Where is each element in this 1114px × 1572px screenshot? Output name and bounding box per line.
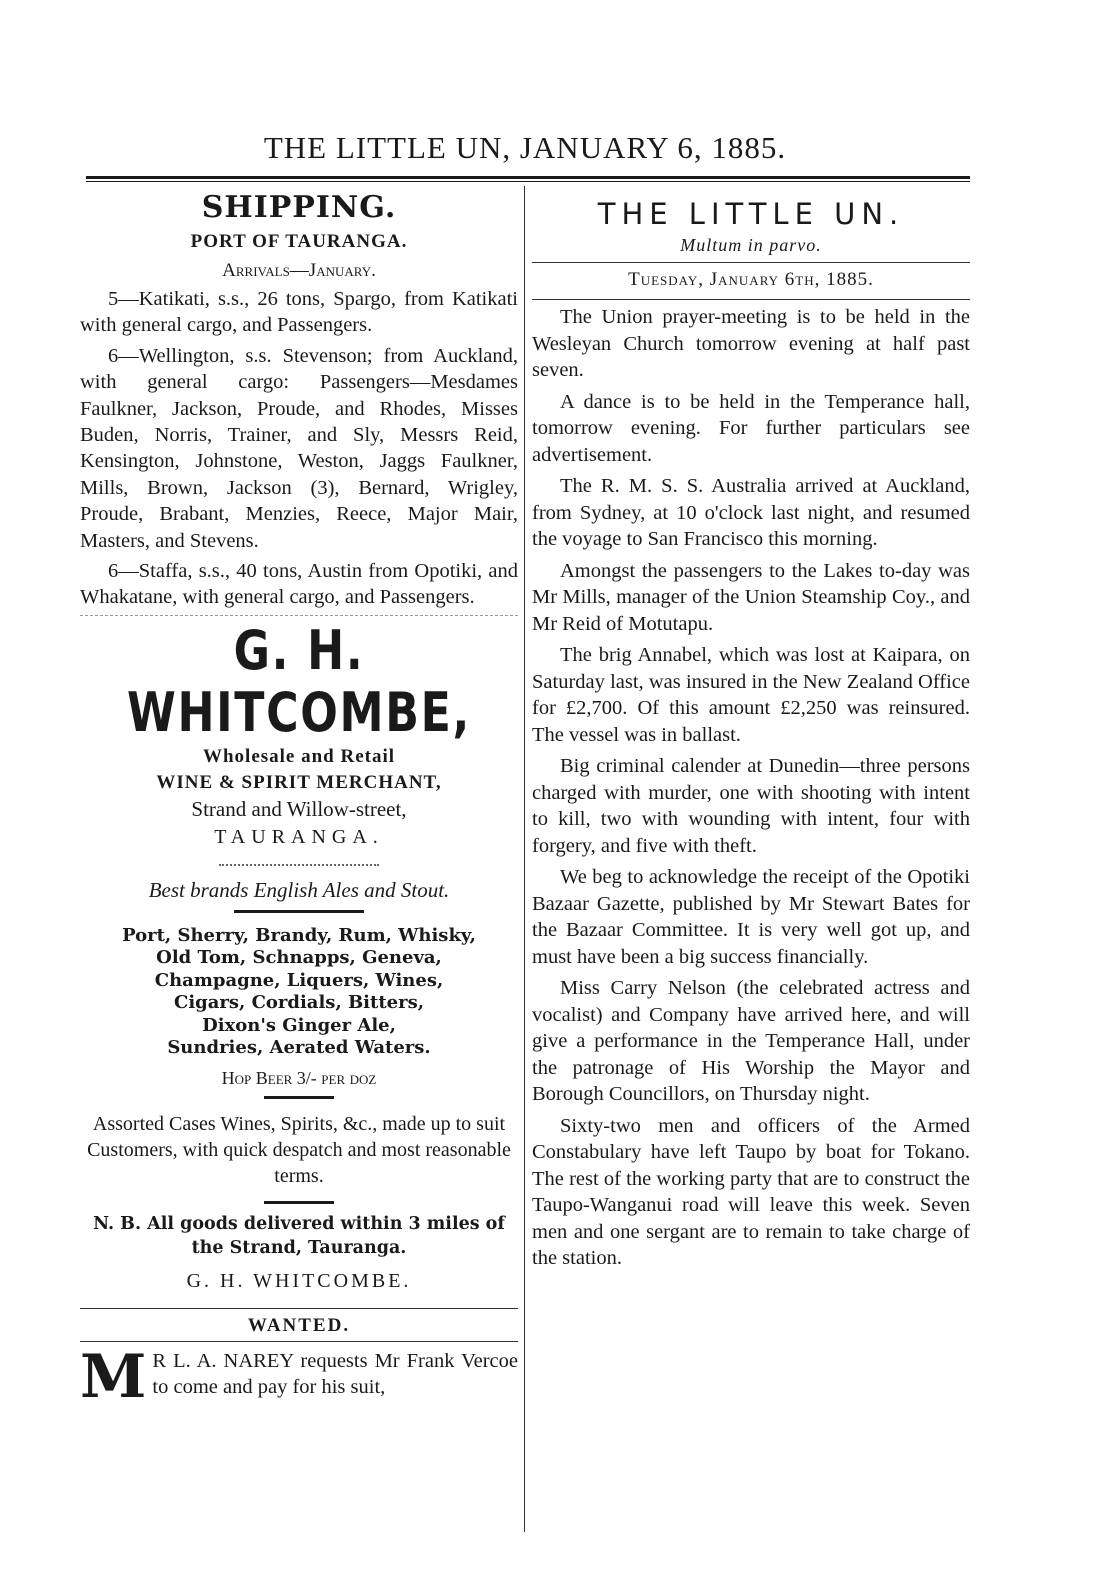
goods-line: Old Tom, Schnapps, Geneva, — [156, 947, 442, 969]
goods-line: Sundries, Aerated Waters. — [167, 1037, 431, 1059]
ad-line: Wholesale and Retail — [202, 745, 396, 767]
ad-italic-line: Best brands English Ales and Stout. — [148, 877, 450, 902]
news-paragraph: The Union prayer-meeting is to be held in the Wesleyan Church tomorrow evening at half past seven. — [532, 306, 970, 381]
news-paragraph: Miss Carry Nelson (the celebrated actress and vocalist) and Company have arrived here, and will give a performance in the Temperance Hall, under the patronage of His Worship the Mayor and Borough Councillors, on Thursday night. — [532, 977, 970, 1105]
news-paragraph: Sixty-two men and officers of the Armed Constabulary have left Taupo by boat for Tokano. The rest of the working party that are to construct the Taupo-Wanganui road will leave this week. Seven men and one sergant are to remain to take charge of the station. — [532, 1114, 970, 1269]
dateline-text: Tuesday, January 6th, 1885. — [628, 269, 874, 290]
news-paragraph: Amongst the passengers to the Lakes to-day was Mr Mills, manager of the Union Steamship Coy., and Mr Reid of Motutapu. — [532, 559, 970, 635]
right-column — [532, 188, 970, 1277]
wanted-notice — [80, 1341, 518, 1412]
news-paragraph: The R. M. S. S. Australia arrived at Auckland, from Sydney, at 10 o'clock last night, and resumed the voyage to San Francisco this morning. — [532, 475, 970, 550]
wanted-text: R L. A. NAREY requests Mr Frank Vercoe to come and pay for his suit, — [152, 1349, 518, 1398]
arrivals-heading: Arrivals—January. — [222, 260, 376, 281]
goods-line: Port, Sherry, Brandy, Rum, Whisky, — [122, 924, 476, 946]
advertiser-name: G. H. WHITCOMBE, — [126, 618, 471, 744]
assorted-cases-text: Assorted Cases Wines, Spirits, &c., made up to suit Customers, with quick despatch and most reasonable terms. — [87, 1112, 511, 1187]
divider — [80, 1308, 518, 1309]
goods-line: Dixon's Ginger Ale, — [202, 1014, 396, 1036]
port-heading: PORT OF TAURANGA. — [190, 231, 408, 252]
delivery-note: N. B. All goods delivered within 3 miles of the Strand, Tauranga. — [93, 1213, 505, 1258]
news-paragraph: We beg to acknowledge the receipt of the Opotiki Bazaar Gazette, published by Mr Stewart Bates for the Bazaar Committee. It is very well got up, and must have been a big success financially. — [532, 866, 970, 968]
goods-line: Champagne, Liquers, Wines, — [154, 969, 444, 991]
ad-line: WINE & SPIRIT MERCHANT, — [156, 771, 442, 793]
divider — [264, 1201, 334, 1204]
drop-cap: M — [80, 1341, 147, 1412]
news-paragraph: The brig Annabel, which was lost at Kaipara, on Saturday last, was insured in the New Zealand Office for £2,700. Of this amount £2,250 was reinsured. The vessel was in ballast. — [532, 644, 970, 746]
divider — [532, 299, 970, 300]
shipping-entry: 6—Wellington, s.s. Stevenson; from Auckland, with general cargo: Passengers—Mesdames Faulkner, Jackson, Proude, and Rhodes, Misses Buden, Norris, Trainer, and Sly, Messrs Reid, Kensington, Johnstone, Weston, Jaggs Faulkner, Mills, Brown, Jackson (3), Bernard, Wrigley, Proude, Brabant, Menzies, Reece, Major Mair, Masters, and Stevens. — [80, 344, 518, 552]
dateline — [532, 267, 970, 293]
news-paragraph: Big criminal calender at Dunedin—three persons charged with murder, one with shooting with intent to kill, two with wounding with intent, four with forgery, and five with theft. — [532, 755, 970, 857]
wanted-heading: WANTED. — [247, 1314, 351, 1336]
shipping-entry: 6—Staffa, s.s., 40 tons, Austin from Opotiki, and Whakatane, with general cargo, and Passengers. — [80, 560, 518, 609]
ornament-divider — [219, 864, 379, 866]
whitcombe-advertisement — [80, 620, 518, 1296]
shipping-entry: 5—Katikati, s.s., 26 tons, Spargo, from Katikati with general cargo, and Passengers. — [80, 288, 518, 337]
shipping-heading: SHIPPING. — [201, 190, 397, 225]
masthead: THE LITTLE UN, JANUARY 6, 1885. — [263, 130, 787, 165]
goods-line: Cigars, Cordials, Bitters, — [174, 992, 424, 1014]
masthead-rule-thin — [86, 181, 970, 182]
hop-beer-price: Hop Beer 3/- per doz — [221, 1067, 377, 1088]
divider — [532, 262, 970, 263]
ad-signature: G. H. WHITCOMBE. — [186, 1269, 412, 1292]
column-divider — [524, 186, 525, 1532]
left-column — [80, 188, 518, 1412]
paper-title: THE LITTLE UN. — [597, 197, 905, 231]
motto: Multum in parvo. — [680, 235, 822, 255]
masthead-rule — [86, 176, 970, 179]
ad-town: TAURANGA. — [214, 825, 384, 848]
news-paragraph: A dance is to be held in the Temperance hall, tomorrow evening. For further particulars see advertisement. — [532, 390, 970, 466]
ad-line: Strand and Willow-street, — [191, 796, 407, 821]
divider — [80, 615, 518, 616]
divider — [234, 910, 364, 913]
divider — [264, 1096, 334, 1099]
